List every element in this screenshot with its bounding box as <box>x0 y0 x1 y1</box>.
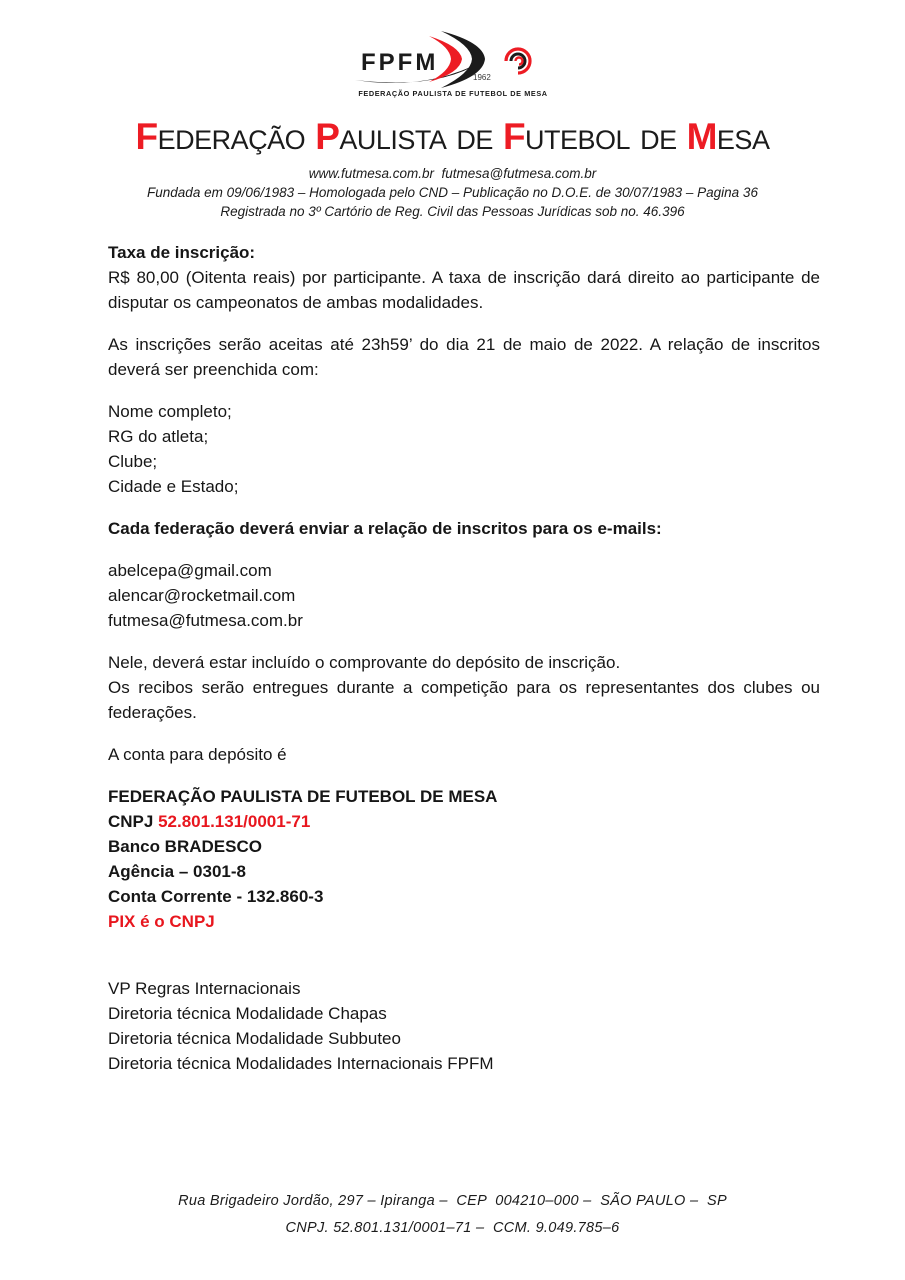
committees-list <box>108 976 820 1076</box>
title-word-de2: DE <box>640 125 677 155</box>
committee-line: Diretoria técnica Modalidade Chapas <box>108 1004 387 1023</box>
bank-pix-line: PIX é o CNPJ <box>108 912 215 931</box>
letterhead-info <box>0 164 905 221</box>
fpfm-logo <box>0 30 905 100</box>
title-word-federacao: FEDERAÇÃO <box>135 116 306 157</box>
cnpj-label: CNPJ <box>108 812 159 831</box>
footer-registration: CNPJ. 52.801.131/0001–71 – CCM. 9.049.785–6 <box>285 1220 620 1236</box>
fpfm-logo-graphic <box>353 30 553 100</box>
list-item: Clube; <box>108 452 158 471</box>
committee-line: Diretoria técnica Modalidades Internacionais FPFM <box>108 1054 494 1073</box>
email-address: abelcepa@gmail.com <box>108 561 272 580</box>
fee-heading: Taxa de inscrição: <box>108 243 256 262</box>
letterhead-founded: Fundada em 09/06/1983 – Homologada pelo CND – Publicação no D.O.E. de 30/07/1983 – Pagina 36 <box>147 185 758 200</box>
letterhead-contacts: www.futmesa.com.br futmesa@futmesa.com.br <box>308 166 597 181</box>
account-intro: A conta para depósito é <box>108 745 287 764</box>
document-footer <box>0 1188 905 1242</box>
list-item: Cidade e Estado; <box>108 477 239 496</box>
email-address: alencar@rocketmail.com <box>108 586 296 605</box>
fpfm-ball-icon <box>506 49 530 73</box>
emails-heading: Cada federação deverá enviar a relação de inscritos para os e-mails: <box>108 519 662 538</box>
document-body <box>108 240 820 1093</box>
receipt-line: Os recibos serão entregues durante a competição para os representantes dos clubes ou federações. <box>108 678 820 722</box>
page-title <box>0 116 905 158</box>
list-item: RG do atleta; <box>108 427 209 446</box>
title-word-mesa: MESA <box>686 116 770 157</box>
bank-account-line: Conta Corrente - 132.860-3 <box>108 887 324 906</box>
deadline-text: As inscrições serão aceitas até 23h59’ do dia 21 de maio de 2022. A relação de inscritos deverá ser preenchida com: <box>108 335 820 379</box>
title-word-paulista: PAULISTA <box>315 116 447 157</box>
cnpj-value: 52.801.131/0001-71 <box>158 812 311 831</box>
committee-line: VP Regras Internacionais <box>108 979 301 998</box>
title-word-de1: DE <box>456 125 493 155</box>
list-item: Nome completo; <box>108 402 232 421</box>
letterhead-registered: Registrada no 3º Cartório de Reg. Civil das Pessoas Jurídicas sob no. 46.396 <box>220 204 685 219</box>
receipt-section <box>108 650 820 725</box>
committee-line: Diretoria técnica Modalidade Subbuteo <box>108 1029 401 1048</box>
bank-entity-name: FEDERAÇÃO PAULISTA DE FUTEBOL DE MESA <box>108 787 498 806</box>
bank-name-line: Banco BRADESCO <box>108 837 262 856</box>
bank-cnpj-line <box>108 809 820 834</box>
bank-details <box>108 784 820 934</box>
footer-address: Rua Brigadeiro Jordão, 297 – Ipiranga – CEP 004210–000 – SÃO PAULO – SP <box>178 1193 727 1209</box>
bank-agency-line: Agência – 0301-8 <box>108 862 246 881</box>
email-address: futmesa@futmesa.com.br <box>108 611 303 630</box>
title-word-futebol: FUTEBOL <box>502 116 631 157</box>
logo-caption: FEDERAÇÃO PAULISTA DE FUTEBOL DE MESA <box>357 89 548 98</box>
fee-section <box>108 240 820 315</box>
logo-year: 1962 <box>472 73 491 82</box>
receipt-line: Nele, deverá estar incluído o comprovante do depósito de inscrição. <box>108 653 621 672</box>
emails-list <box>108 558 820 633</box>
logo-acronym: FPFM <box>360 49 438 76</box>
fee-text: R$ 80,00 (Oitenta reais) por participante. A taxa de inscrição dará direito ao participante de disputar os campeonatos de ambas modalidades. <box>108 268 820 312</box>
required-fields-list <box>108 399 820 499</box>
